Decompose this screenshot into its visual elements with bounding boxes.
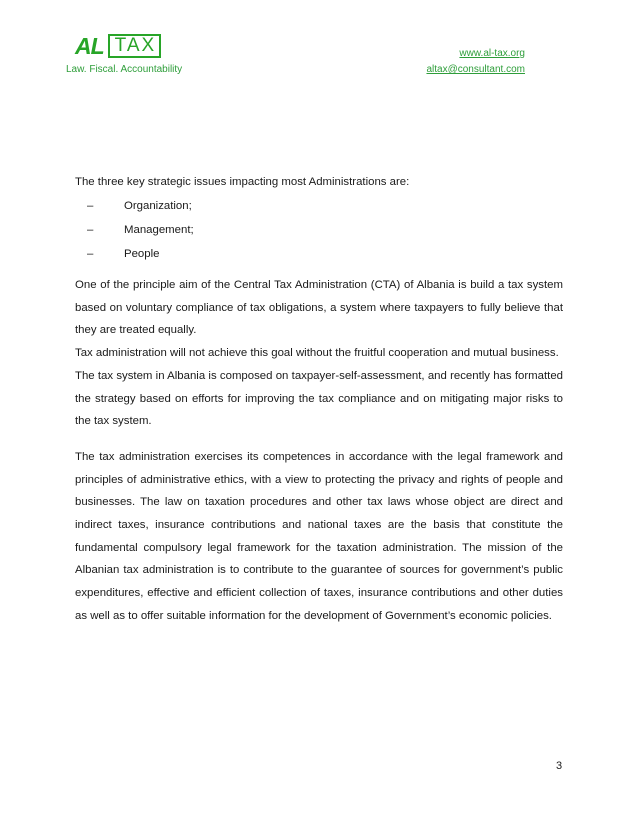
altax-logo — [75, 34, 161, 58]
bullet-text: Management; — [124, 224, 194, 236]
paragraph-cta-aim: One of the principle aim of the Central Tax Administration (CTA) of Albania is build a tax system based on voluntary compliance of tax obligations, a system where taxpayers to fully believe that they are treated equally. — [75, 279, 563, 337]
bullet-text: People — [124, 248, 160, 260]
paragraph-cooperation: Tax administration will not achieve this goal without the fruitful cooperation and mutual business. — [75, 347, 559, 360]
logo-tax-text: TAX — [108, 34, 162, 58]
list-item — [75, 194, 563, 218]
paragraph-legal-framework: The tax administration exercises its competences in accordance with the legal framework and principles of administrative ethics, with a view to protecting the privacy and rights of people and businesses. The law on taxation procedures and other tax laws whose object are direct and indirect taxes, insurance contributions and national taxes are the basis that constitute the fundamental compulsory legal framework for the taxation administration. The mission of the Albanian tax administration is to contribute to the guarantee of sources for government’s public expenditures, effective and efficient collection of taxes, insurance contributions and other duties as well as to offer suitable information for the development of Government’s economic policies. — [75, 450, 563, 622]
list-item — [75, 218, 563, 242]
bullet-list — [75, 194, 563, 266]
email-link[interactable]: altax@consultant.com — [426, 64, 525, 75]
intro-text: The three key strategic issues impacting most Administrations are: — [75, 176, 410, 188]
bullet-dash: – — [87, 224, 94, 236]
paragraph-spacer — [75, 433, 563, 446]
list-item — [75, 242, 563, 266]
paragraph-tax-system: The tax system in Albania is composed on taxpayer-self-assessment, and recently has formatted the strategy based on efforts for improving the tax compliance and on mitigating major risks to the tax system. — [75, 369, 563, 428]
document-body — [75, 170, 563, 628]
logo-al-text: AL — [75, 34, 108, 58]
bullet-text: Organization; — [124, 200, 192, 212]
website-link[interactable]: www.al-tax.org — [459, 48, 525, 59]
tagline: Law. Fiscal. Accountability — [66, 64, 183, 75]
page-number: 3 — [556, 760, 563, 772]
bullet-dash: – — [87, 200, 94, 212]
bullet-dash: – — [87, 248, 94, 260]
